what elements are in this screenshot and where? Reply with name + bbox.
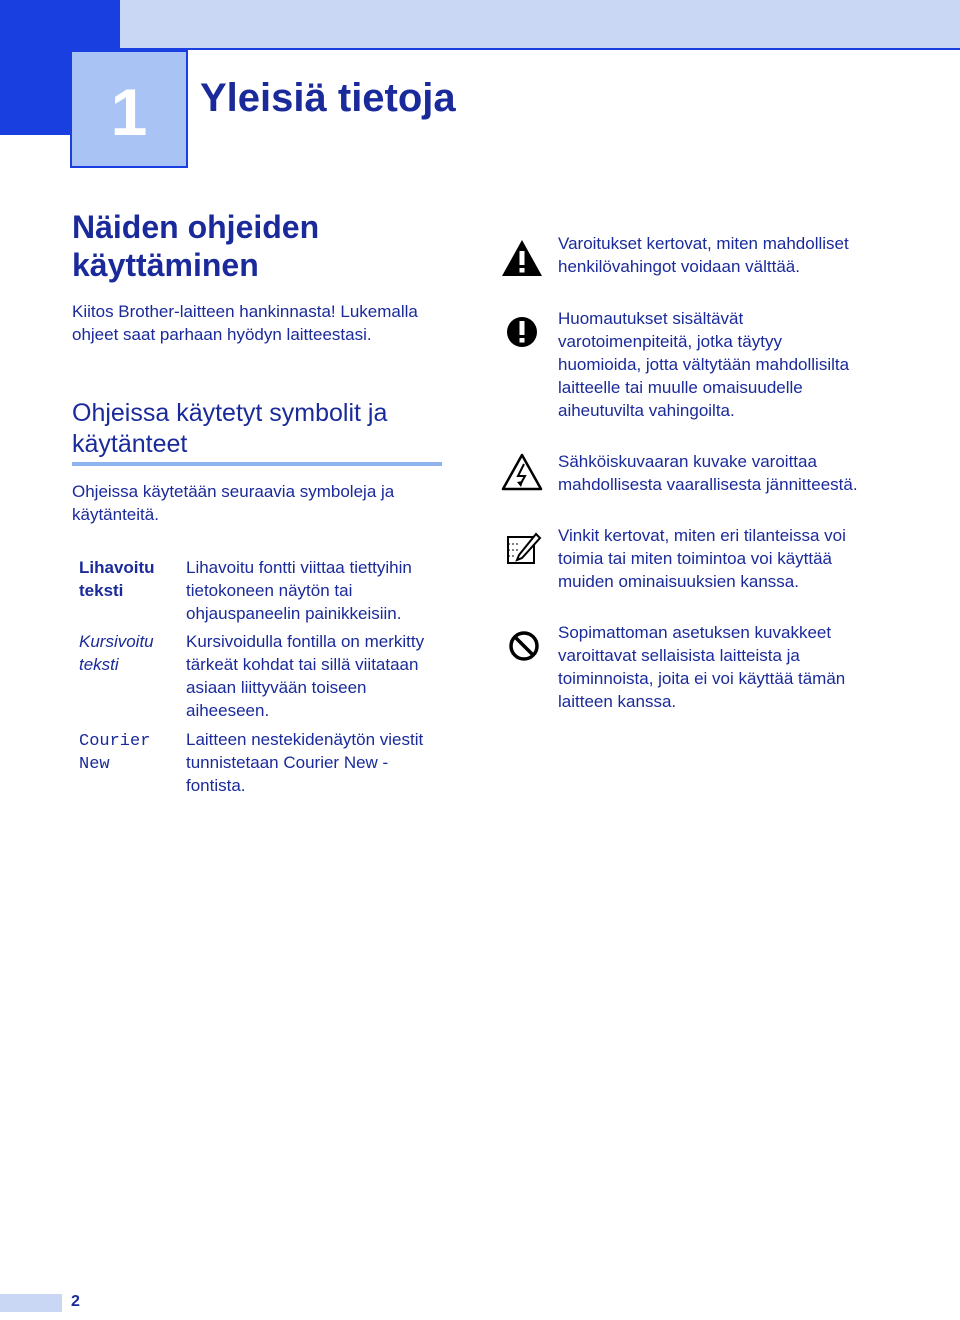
section-title	[72, 208, 319, 284]
section-title-line1: Näiden ohjeiden	[72, 209, 320, 245]
chapter-title: Yleisiä tietoja	[200, 76, 456, 120]
symbol-text-prohibited: Sopimattoman asetuksen kuvakkeet varoittavat sellaisista laitteista ja toiminnoista, joita ei voi käyttää tämän laitteen kanssa.	[558, 623, 846, 711]
convention-description-italic: Kursivoidulla fontilla on merkitty tärkeät kohdat tai sillä viitataan asiaan liittyvään toiseen aiheeseen.	[186, 632, 425, 720]
symbol-text-electrical: Sähköiskuvaaran kuvake varoittaa mahdollisesta vaarallisesta jännitteestä.	[558, 452, 858, 494]
subsection-rule	[72, 462, 442, 466]
convention-description-courier: Laitteen nestekidenäytön viestit tunnistetaan Courier New -fontista.	[186, 730, 424, 795]
convention-term-italic: Kursivoitu teksti	[79, 632, 154, 674]
warning-triangle-icon	[500, 238, 544, 282]
subsection-title-line1: Ohjeissa käytetyt symbolit ja	[72, 399, 388, 427]
header-rule	[120, 48, 960, 50]
section-intro: Kiitos Brother-laitteen hankinnasta! Lukemalla ohjeet saat parhaan hyödyn laitteestasi.	[72, 302, 418, 344]
symbol-text-note: Vinkit kertovat, miten eri tilanteissa voi toimia tai miten toimintoa voi käyttää muiden ominaisuuksien kanssa.	[558, 526, 846, 591]
section-title-line2: käyttäminen	[72, 247, 259, 283]
convention-term-courier: Courier New	[79, 732, 151, 774]
subsection-title	[72, 398, 452, 460]
symbol-text-warning: Varoitukset kertovat, miten mahdolliset henkilövahingot voidaan välttää.	[558, 234, 849, 276]
exclamation-circle-icon	[500, 312, 544, 356]
chapter-number: 1	[110, 75, 148, 149]
footer-bar	[0, 1294, 62, 1312]
note-pencil-icon	[500, 528, 544, 572]
chapter-number-box	[70, 50, 188, 168]
electrical-hazard-icon	[500, 452, 544, 496]
subsection-intro: Ohjeissa käytetään seuraavia symboleja ja käytänteitä.	[72, 482, 395, 524]
symbol-text-caution: Huomautukset sisältävät varotoimenpiteitä, jotka täytyy huomioida, jotta vältytään mahdollisilta laitteelle tai muulle omaisuudelle aiheutuvilta vahingoilta.	[558, 309, 850, 420]
subsection-title-line2: käytänteet	[72, 430, 188, 458]
convention-term-bold: Lihavoitu teksti	[79, 558, 155, 600]
page-number: 2	[71, 1293, 80, 1310]
prohibited-icon	[500, 624, 544, 668]
convention-description-bold: Lihavoitu fontti viittaa tiettyihin tietokoneen näytön tai ohjauspaneelin painikkeisiin.	[186, 558, 412, 623]
header-band	[120, 0, 960, 48]
